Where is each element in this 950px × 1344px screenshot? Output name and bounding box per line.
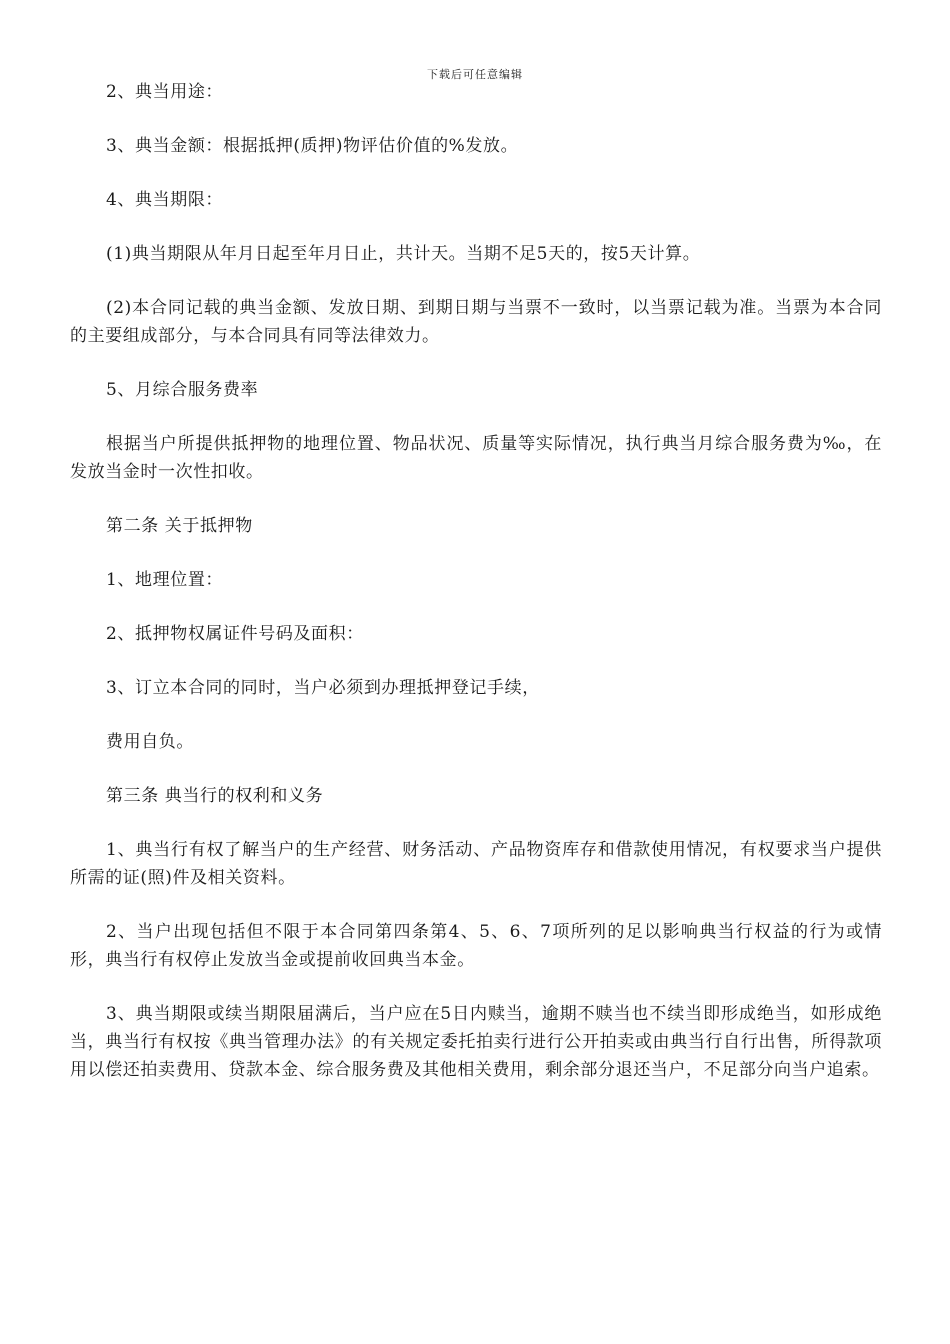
paragraph-fee-detail: 根据当户所提供抵押物的地理位置、物品状况、质量等实际情况，执行典当月综合服务费为‰，在发放当金时一次性扣收。 xyxy=(70,434,882,482)
paragraph-location: 1、地理位置： xyxy=(106,570,224,590)
article-3-heading: 第三条 典当行的权利和义务 xyxy=(106,786,324,806)
paragraph-certificate: 2、抵押物权属证件号码及面积： xyxy=(106,624,364,644)
paragraph-right-2: 2、当户出现包括但不限于本合同第四条第4、5、6、7项所列的足以影响典当行权益的行为或情形，典当行有权停止发放当金或提前收回典当本金。 xyxy=(70,922,882,970)
paragraph-right-1: 1、典当行有权了解当户的生产经营、财务活动、产品物资库存和借款使用情况，有权要求当户提供所需的证(照)件及相关资料。 xyxy=(70,840,882,888)
paragraph-right-3: 3、典当期限或续当期限届满后，当户应在5日内赎当，逾期不赎当也不续当即形成绝当，如形成绝当，典当行有权按《典当管理办法》的有关规定委托拍卖行进行公开拍卖或由典当行自行出售，所得款项用以偿还拍卖费用、贷款本金、综合服务费及其他相关费用，剩余部分退还当户，不足部分向当户追索。 xyxy=(70,1004,882,1080)
paragraph-term-1: (1)典当期限从年月日起至年月日止，共计天。当期不足5天的，按5天计算。 xyxy=(106,244,701,264)
paragraph-usage: 2、典当用途： xyxy=(106,82,224,102)
paragraph-term-heading: 4、典当期限： xyxy=(106,190,224,210)
header-note: 下载后可任意编辑 xyxy=(427,68,523,81)
paragraph-term-2: (2)本合同记载的典当金额、发放日期、到期日期与当票不一致时，以当票记载为准。当票为本合同的主要组成部分，与本合同具有同等法律效力。 xyxy=(70,298,882,346)
paragraph-fee-heading: 5、月综合服务费率 xyxy=(106,380,259,400)
paragraph-amount: 3、典当金额：根据抵押(质押)物评估价值的%发放。 xyxy=(106,136,519,156)
document-body xyxy=(70,78,882,1110)
article-2-heading: 第二条 关于抵押物 xyxy=(106,516,253,536)
paragraph-fee-self: 费用自负。 xyxy=(106,732,194,752)
paragraph-registration: 3、订立本合同的同时，当户必须到办理抵押登记手续， xyxy=(106,678,540,698)
